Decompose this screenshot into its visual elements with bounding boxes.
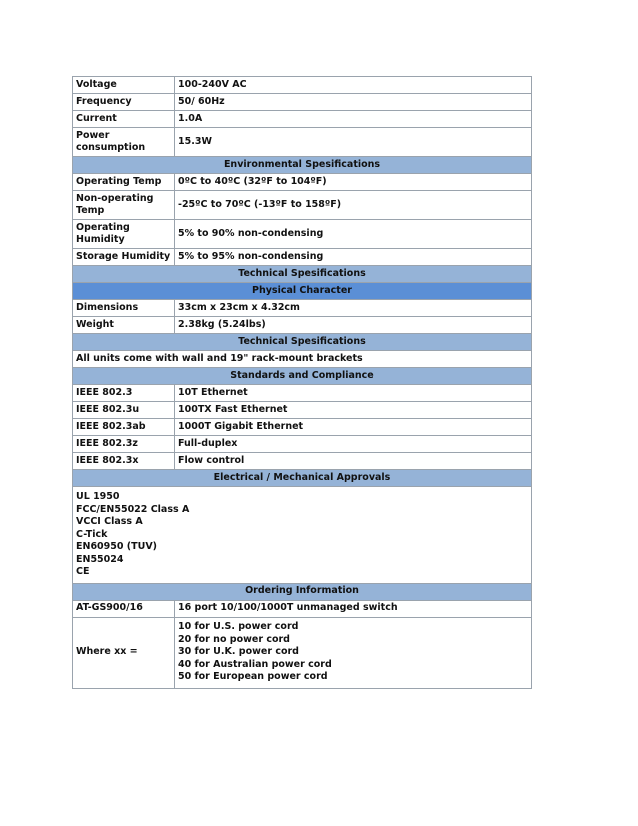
spec-table xyxy=(72,76,532,689)
section-header-environmental xyxy=(73,157,532,174)
spec-row-non-operating-temp xyxy=(73,191,532,220)
spec-value: 50/ 60Hz xyxy=(175,94,532,111)
approval-item: UL 1950 xyxy=(76,491,120,502)
spec-value: 16 port 10/100/1000T unmanaged switch xyxy=(175,600,532,617)
power-cord-option: 40 for Australian power cord xyxy=(178,658,332,670)
spec-label: Operating Humidity xyxy=(73,220,175,249)
spec-row-operating-humidity xyxy=(73,220,532,249)
section-header-ordering xyxy=(73,583,532,600)
spec-row-current xyxy=(73,111,532,128)
section-header-technical xyxy=(73,334,532,351)
spec-row-standard xyxy=(73,436,532,453)
spec-value: 5% to 95% non-condensing xyxy=(175,249,532,266)
power-cord-option: 10 for U.S. power cord xyxy=(178,621,299,633)
spec-value: 2.38kg (5.24lbs) xyxy=(175,317,532,334)
spec-label: Dimensions xyxy=(73,300,175,317)
spec-label: AT-GS900/16 xyxy=(73,600,175,617)
spec-row-standard xyxy=(73,385,532,402)
spec-label: Storage Humidity xyxy=(73,249,175,266)
spec-row-power-cord-options xyxy=(73,617,532,688)
spec-label: Where xx = xyxy=(73,617,175,688)
spec-label: Operating Temp xyxy=(73,174,175,191)
spec-label: Current xyxy=(73,111,175,128)
approval-item: FCC/EN55022 Class A xyxy=(76,503,190,515)
section-header-text: Standards and Compliance xyxy=(73,368,532,385)
power-cord-option: 50 for European power cord xyxy=(178,671,328,683)
spec-value: Full-duplex xyxy=(175,436,532,453)
spec-value: 100TX Fast Ethernet xyxy=(175,402,532,419)
spec-label: Non-operating Temp xyxy=(73,191,175,220)
spec-label: IEEE 802.3 xyxy=(73,385,175,402)
spec-row-approvals xyxy=(73,487,532,584)
approval-item: CE xyxy=(76,566,90,577)
spec-value: 1000T Gigabit Ethernet xyxy=(175,419,532,436)
spec-label: IEEE 802.3ab xyxy=(73,419,175,436)
spec-label: Frequency xyxy=(73,94,175,111)
spec-label: Voltage xyxy=(73,77,175,94)
section-header-physical xyxy=(73,283,532,300)
spec-value: Flow control xyxy=(175,453,532,470)
approval-item: C-Tick xyxy=(76,528,108,540)
spec-row-storage-humidity xyxy=(73,249,532,266)
spec-row-standard xyxy=(73,419,532,436)
spec-value: 1.0A xyxy=(175,111,532,128)
spec-row-dimensions xyxy=(73,300,532,317)
spec-row-weight xyxy=(73,317,532,334)
section-header-text: Technical Spesifications xyxy=(73,334,532,351)
section-header-text: Technical Spesifications xyxy=(73,266,532,283)
spec-value: 5% to 90% non-condensing xyxy=(175,220,532,249)
spec-row-mounting xyxy=(73,351,532,368)
section-header-technical xyxy=(73,266,532,283)
mounting-note: All units come with wall and 19" rack-mount brackets xyxy=(73,351,532,368)
spec-label: IEEE 802.3u xyxy=(73,402,175,419)
spec-row-power-consumption xyxy=(73,128,532,157)
section-header-approvals xyxy=(73,470,532,487)
spec-value: 100-240V AC xyxy=(175,77,532,94)
approval-item: EN55024 xyxy=(76,553,124,565)
spec-label: IEEE 802.3x xyxy=(73,453,175,470)
spec-row-operating-temp xyxy=(73,174,532,191)
spec-row-frequency xyxy=(73,94,532,111)
spec-row-standard xyxy=(73,402,532,419)
power-cord-option: 30 for U.K. power cord xyxy=(178,646,299,658)
spec-label: Power consumption xyxy=(73,128,175,157)
section-header-text: Ordering Information xyxy=(73,583,532,600)
section-header-text: Environmental Spesifications xyxy=(73,157,532,174)
power-cord-option: 20 for no power cord xyxy=(178,633,290,645)
approvals-list xyxy=(73,487,532,584)
spec-value: 10T Ethernet xyxy=(175,385,532,402)
spec-value: 33cm x 23cm x 4.32cm xyxy=(175,300,532,317)
spec-row-model xyxy=(73,600,532,617)
section-header-text: Electrical / Mechanical Approvals xyxy=(73,470,532,487)
approval-item: VCCI Class A xyxy=(76,516,143,527)
spec-value: 15.3W xyxy=(175,128,532,157)
section-header-text: Physical Character xyxy=(73,283,532,300)
spec-value: 0ºC to 40ºC (32ºF to 104ºF) xyxy=(175,174,532,191)
spec-label: IEEE 802.3z xyxy=(73,436,175,453)
spec-row-voltage xyxy=(73,77,532,94)
spec-value: -25ºC to 70ºC (-13ºF to 158ºF) xyxy=(175,191,532,220)
power-cord-options xyxy=(175,617,532,688)
spec-label: Weight xyxy=(73,317,175,334)
approval-item: EN60950 (TUV) xyxy=(76,541,158,552)
spec-row-standard xyxy=(73,453,532,470)
section-header-standards xyxy=(73,368,532,385)
